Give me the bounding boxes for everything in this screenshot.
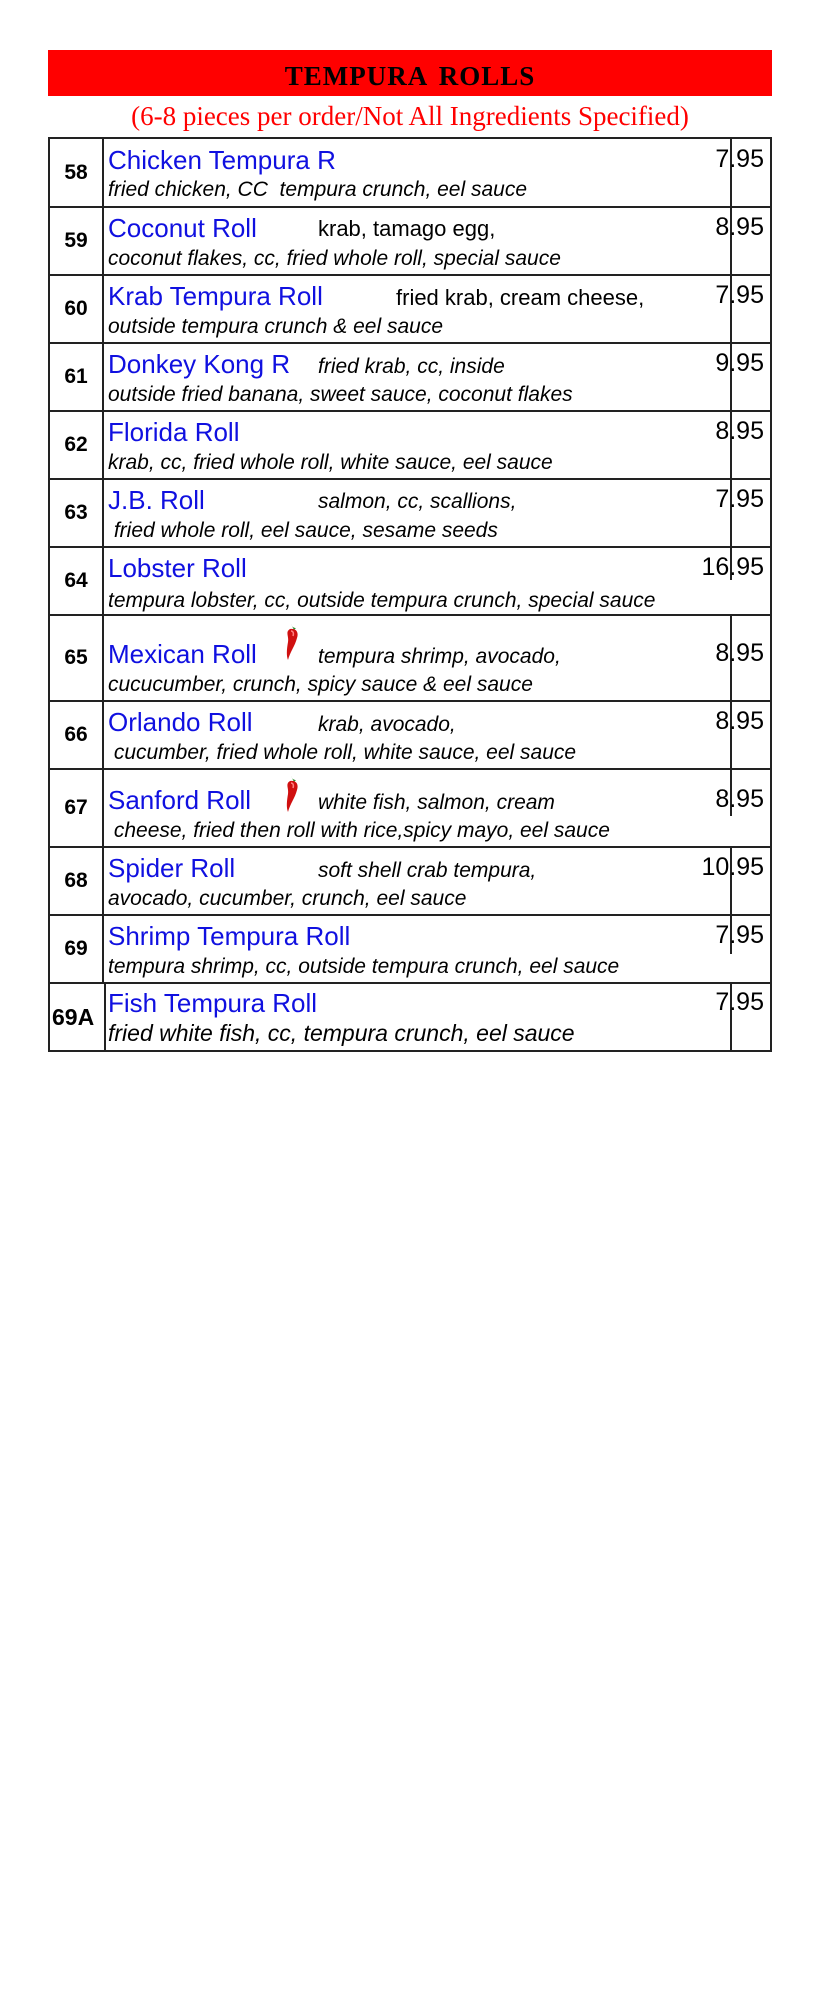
item-price: 7.95: [715, 145, 764, 173]
item-name: Krab Tempura Roll: [108, 281, 323, 311]
item-ingredients-inline: krab, tamago egg,: [318, 216, 496, 241]
item-price: 16.95: [701, 553, 764, 581]
title-banner: [48, 50, 772, 96]
item-ingredients-inline: fried krab, cream cheese,: [396, 285, 645, 310]
item-name: Coconut Roll: [108, 213, 257, 243]
chili-pepper-icon: [282, 622, 304, 662]
item-price: 7.95: [715, 988, 764, 1016]
subtitle: (6-8 pieces per order/Not All Ingredients Specified): [131, 101, 689, 131]
item-ingredients-inline: krab, avocado,: [318, 713, 456, 736]
page-title: tempura rolls: [284, 52, 536, 94]
item-name: J.B. Roll: [108, 485, 205, 515]
menu-item-row: [50, 614, 770, 700]
item-name: Sanford Roll: [108, 785, 252, 815]
menu-item-row: [50, 274, 770, 342]
item-description: fried white fish, cc, tempura crunch, eel sauce: [108, 1020, 575, 1046]
item-number: 62: [50, 412, 104, 478]
item-number: 65: [50, 616, 104, 700]
item-name: Lobster Roll: [108, 553, 247, 583]
item-number: 68: [50, 848, 104, 914]
item-description: coconut flakes, cc, fried whole roll, special sauce: [108, 247, 561, 270]
item-price: 10.95: [701, 853, 764, 881]
menu-item-row: [50, 700, 770, 768]
chili-pepper-icon: [282, 774, 304, 814]
item-number: 66: [50, 702, 104, 768]
menu-item-row: [50, 546, 770, 614]
item-number: 60: [50, 276, 104, 342]
item-name: Chicken Tempura R: [108, 145, 336, 175]
item-description: cheese, fried then roll with rice,spicy mayo, eel sauce: [108, 819, 610, 842]
menu-item-row: [50, 206, 770, 274]
menu-item-row: [50, 846, 770, 914]
item-ingredients-inline: fried krab, cc, inside: [318, 355, 505, 378]
item-ingredients-inline: soft shell crab tempura,: [318, 859, 537, 882]
item-number: 58: [50, 139, 104, 206]
menu-item-row: [50, 914, 770, 982]
item-price: 7.95: [715, 281, 764, 309]
item-description: outside fried banana, sweet sauce, coconut flakes: [108, 383, 573, 406]
menu-item-row: [50, 139, 770, 206]
item-name: Shrimp Tempura Roll: [108, 921, 351, 951]
item-name: Donkey Kong R: [108, 349, 291, 379]
item-ingredients-inline: tempura shrimp, avocado,: [318, 645, 561, 668]
item-name: Fish Tempura Roll: [108, 988, 318, 1018]
item-ingredients-inline: salmon, cc, scallions,: [318, 490, 517, 513]
item-number: 64: [50, 548, 104, 614]
item-price: 9.95: [715, 349, 764, 377]
item-ingredients-inline: white fish, salmon, cream: [318, 791, 555, 814]
item-number: 61: [50, 344, 104, 410]
item-description: avocado, cucumber, crunch, eel sauce: [108, 887, 467, 910]
item-description: krab, cc, fried whole roll, white sauce, eel sauce: [108, 451, 553, 474]
item-name: Mexican Roll: [108, 639, 257, 669]
item-price: 8.95: [715, 639, 764, 667]
menu-item-row: [50, 342, 770, 410]
menu-item-row: [50, 768, 770, 846]
item-price: 7.95: [715, 921, 764, 949]
item-name: Spider Roll: [108, 853, 236, 883]
menu-item-row: [50, 410, 770, 478]
item-price: 8.95: [715, 785, 764, 813]
item-name: Florida Roll: [108, 417, 240, 447]
item-number: 69: [50, 916, 104, 982]
item-price: 8.95: [715, 417, 764, 445]
item-number: 67: [50, 770, 104, 846]
item-name: Orlando Roll: [108, 707, 253, 737]
item-description: outside tempura crunch & eel sauce: [108, 315, 444, 338]
item-description: tempura shrimp, cc, outside tempura crunch, eel sauce: [108, 955, 620, 978]
item-description: cucumber, fried whole roll, white sauce, eel sauce: [108, 741, 577, 764]
item-number: 69A: [50, 984, 106, 1050]
menu-table: [48, 137, 772, 1052]
item-description: fried whole roll, eel sauce, sesame seeds: [108, 519, 498, 542]
menu-item-row: [50, 982, 770, 1050]
item-description: cucucumber, crunch, spicy sauce & eel sauce: [108, 673, 533, 696]
item-price: 8.95: [715, 707, 764, 735]
item-description: fried chicken, CC tempura crunch, eel sauce: [108, 178, 528, 201]
item-number: 59: [50, 208, 104, 274]
item-description: tempura lobster, cc, outside tempura crunch, special sauce: [108, 589, 656, 612]
item-number: 63: [50, 480, 104, 546]
item-price: 8.95: [715, 213, 764, 241]
item-price: 7.95: [715, 485, 764, 513]
menu-item-row: [50, 478, 770, 546]
